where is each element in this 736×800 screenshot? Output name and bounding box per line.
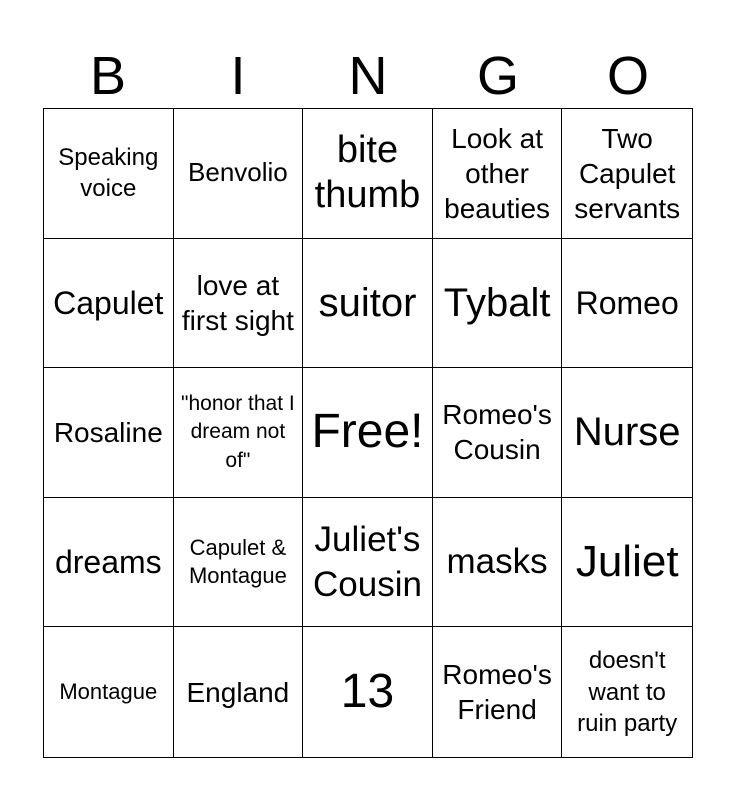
bingo-cell[interactable] <box>303 627 433 757</box>
cell-text: "honor that I dream not of" <box>181 391 295 472</box>
cell-text: doesn't want to ruin party <box>577 647 678 737</box>
cell-text: Two Capulet servants <box>574 122 681 224</box>
bingo-cell[interactable] <box>174 368 304 498</box>
cell-text: Rosaline <box>53 416 163 448</box>
bingo-cell[interactable] <box>433 109 563 239</box>
bingo-cell[interactable] <box>433 627 563 757</box>
header-letter-i: I <box>230 46 246 106</box>
cell-text: England <box>186 676 290 708</box>
cell-text: Speaking voice <box>58 144 159 203</box>
bingo-cell[interactable] <box>44 239 174 369</box>
bingo-cell[interactable] <box>562 498 692 628</box>
header-letter-b: B <box>89 46 127 106</box>
cell-text: suitor <box>318 280 417 325</box>
cell-text: bite thumb <box>314 128 421 217</box>
bingo-cell[interactable] <box>303 498 433 628</box>
bingo-cell[interactable] <box>562 627 692 757</box>
cell-text: Look at other beauties <box>444 122 551 224</box>
bingo-cell[interactable] <box>433 498 563 628</box>
bingo-cell[interactable] <box>44 368 174 498</box>
bingo-cell[interactable] <box>174 627 304 757</box>
bingo-cell[interactable] <box>174 109 304 239</box>
bingo-cell[interactable] <box>44 627 174 757</box>
cell-text: Romeo <box>575 284 679 321</box>
bingo-cell[interactable] <box>303 368 433 498</box>
cell-text: Nurse <box>573 410 681 455</box>
cell-text: Free! <box>311 405 424 459</box>
bingo-cell[interactable] <box>562 368 692 498</box>
bingo-header <box>43 44 693 108</box>
bingo-cell[interactable] <box>303 109 433 239</box>
cell-text: Romeo's Friend <box>442 659 552 726</box>
bingo-cell[interactable] <box>562 239 692 369</box>
cell-text: Capulet <box>53 284 164 321</box>
cell-text: Juliet <box>575 536 679 586</box>
cell-text: Capulet & Montague <box>188 534 287 589</box>
bingo-board <box>43 108 693 758</box>
bingo-cell[interactable] <box>174 239 304 369</box>
header-letter-g: G <box>476 46 519 106</box>
header-letter-n: N <box>348 46 388 106</box>
bingo-cell[interactable] <box>44 498 174 628</box>
cell-text: Romeo's Cousin <box>442 399 552 466</box>
bingo-cell[interactable] <box>433 368 563 498</box>
bingo-cell[interactable] <box>44 109 174 239</box>
bingo-cell[interactable] <box>562 109 692 239</box>
cell-text: masks <box>446 542 548 582</box>
cell-text: Juliet's Cousin <box>313 519 422 605</box>
bingo-cell[interactable] <box>174 498 304 628</box>
header-letter-o: O <box>606 46 649 106</box>
cell-text: Benvolio <box>188 157 288 188</box>
cell-text: Tybalt <box>443 280 551 325</box>
bingo-cell[interactable] <box>433 239 563 369</box>
bingo-cell[interactable] <box>303 239 433 369</box>
cell-text: dreams <box>54 544 162 581</box>
cell-text: 13 <box>340 664 395 718</box>
cell-text: Montague <box>59 678 158 704</box>
cell-text: love at first sight <box>181 269 294 336</box>
